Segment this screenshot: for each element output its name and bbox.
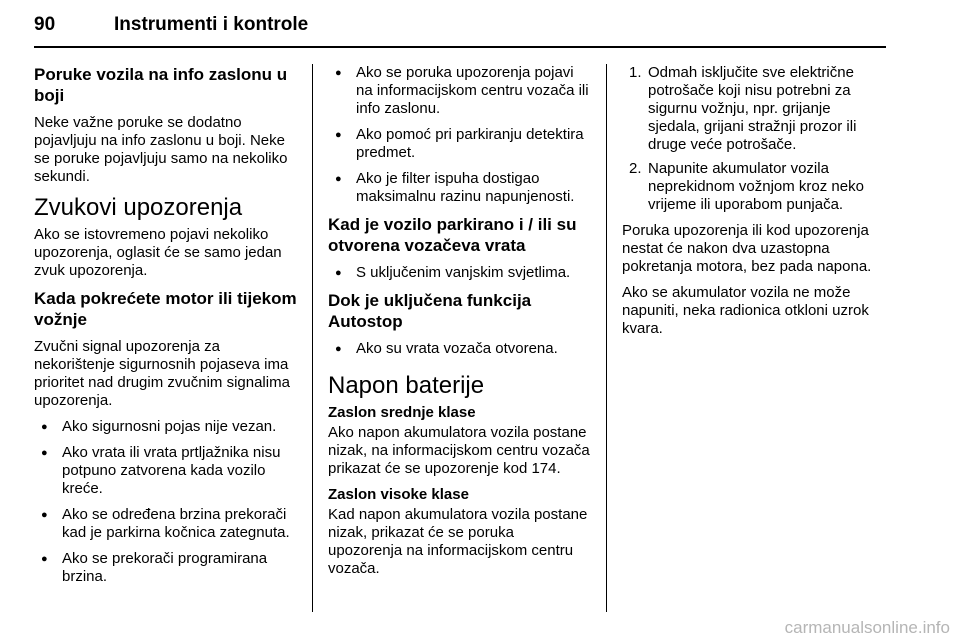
paragraph: Poruka upozorenja ili kod upozorenja nestat će nakon dva uzastopna pokretanja motora, bez pada napona. <box>622 222 872 275</box>
paragraph: Kad napon akumulatora vozila postane nizak, prikazat će se poruka upozorenja na informacijskom centru vozača. <box>328 506 588 577</box>
bullet-list <box>328 64 592 206</box>
heading-parked-door-open: Kad je vozilo parkirano i / ili su otvorena vozačeva vrata <box>328 215 577 255</box>
list-item <box>622 64 886 154</box>
bullet-list <box>34 418 298 586</box>
step-number: 2. <box>629 160 642 177</box>
column-left <box>34 64 298 594</box>
list-item: ● Ako se prekorači programirana brzina. <box>34 550 298 586</box>
list-item: ● Ako su vrata vozača otvorena. <box>328 340 592 358</box>
list-item: ● Ako sigurnosni pojas nije vezan. <box>34 418 298 436</box>
chapter-title: Instrumenti i kontrole <box>114 14 309 35</box>
bullet-list <box>328 264 592 282</box>
paragraph: Neke važne poruke se dodatno pojavljuju na info zaslonu u boji. Neke se poruke pojavljuju samo na nekoliko sekundi. <box>34 114 288 185</box>
section-title-warning-chimes: Zvukovi upozorenja <box>34 194 243 221</box>
step-number: 1. <box>629 64 642 81</box>
step-text: Napunite akumulator vozila neprekidnom vožnjom kroz neko vrijeme ili uporabom punjača. <box>648 160 864 213</box>
heading-engine-start: Kada pokrećete motor ili tijekom vožnje <box>34 289 297 329</box>
list-item: ● Ako pomoć pri parkiranju detektira predmet. <box>328 126 592 162</box>
paragraph: Ako napon akumulatora vozila postane nizak, na informacijskom centru vozača prikazat će se upozorenje kod 174. <box>328 424 590 477</box>
list-item <box>622 160 886 214</box>
column-middle <box>328 64 592 586</box>
subheading-uplevel-display: Zaslon visoke klase <box>328 486 469 503</box>
paragraph: Ako se istovremeno pojavi nekoliko upozorenja, oglasit će se samo jedan zvuk upozorenja. <box>34 226 282 279</box>
numbered-list <box>622 64 886 214</box>
watermark: carmanualsonline.info <box>784 618 950 637</box>
paragraph: Ako se akumulator vozila ne može napuniti, neka radionica otkloni uzrok kvara. <box>622 284 869 337</box>
step-text: Odmah isključite sve električne potrošače koji nisu potrebni za sigurnu vožnju, npr. grijanje sjedala, grijani stražnji prozor ili druge veće potrošače. <box>648 64 857 153</box>
list-item: ● Ako je filter ispuha dostigao maksimalnu razinu napunjenosti. <box>328 170 592 206</box>
list-item: ● Ako vrata ili vrata prtljažnika nisu potpuno zatvorena kada vozilo kreće. <box>34 444 298 498</box>
list-item: ● S uključenim vanjskim svjetlima. <box>328 264 592 282</box>
paragraph: Zvučni signal upozorenja za nekorištenje sigurnosnih pojaseva ima prioritet nad drugim zvučnim signalima upozorenja. <box>34 338 290 409</box>
subheading-midlevel-display: Zaslon srednje klase <box>328 404 476 421</box>
list-item: ● Ako se određena brzina prekorači kad je parkirna kočnica zategnuta. <box>34 506 298 542</box>
column-divider <box>606 64 607 612</box>
list-item: ● Ako se poruka upozorenja pojavi na informacijskom centru vozača ili info zaslonu. <box>328 64 592 118</box>
heading-autostop: Dok je uključena funkcija Autostop <box>328 291 532 331</box>
page-header <box>34 12 886 48</box>
section-title-battery-voltage: Napon baterije <box>328 372 485 399</box>
column-right <box>622 64 886 346</box>
page-number: 90 <box>34 14 56 35</box>
bullet-list <box>328 340 592 358</box>
column-divider <box>312 64 313 612</box>
heading-info-display-messages: Poruke vozila na info zaslonu u boji <box>34 65 288 105</box>
